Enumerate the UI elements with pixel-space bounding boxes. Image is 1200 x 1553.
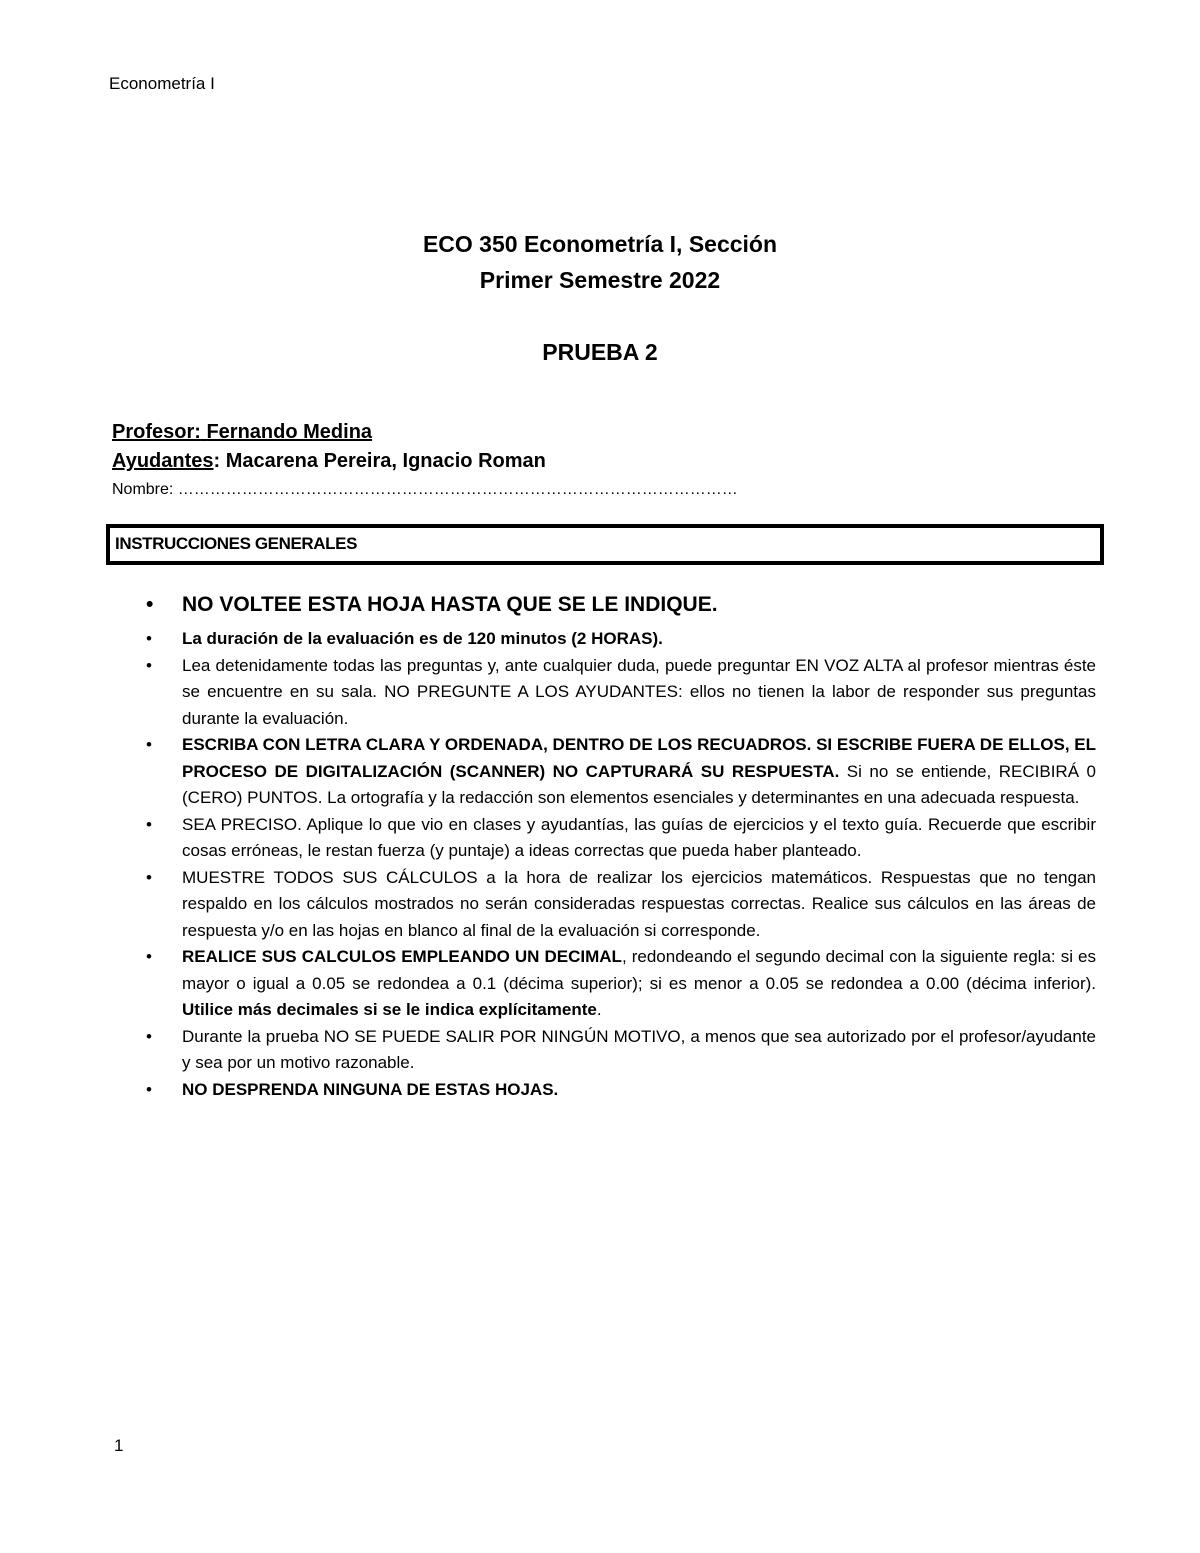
- bullet-icon: •: [146, 867, 152, 887]
- list-item: • MUESTRE TODOS SUS CÁLCULOS a la hora de realizar los ejercicios matemáticos. Respuestas que no tengan respaldo en los cálculos mostrados no serán consideradas respuestas correctas. Realice sus cálculos en las áreas de respuesta y/o en las hojas en blanco al final de la evaluación si corresponde.: [146, 865, 1096, 945]
- page-number: 1: [114, 1436, 124, 1455]
- list-item: • REALICE SUS CALCULOS EMPLEANDO UN DECIMAL, redondeando el segundo decimal con la siguiente regla: si es mayor o igual a 0.05 se redondea a 0.1 (décima superior); si es menor a 0.05 se redondea a 0.00 (décima inferior). Utilice más decimales si se le indica explícitamente.: [146, 944, 1096, 1024]
- list-item: • NO VOLTEE ESTA HOJA HASTA QUE SE LE INDIQUE.: [146, 588, 1096, 622]
- nombre-line: [112, 476, 738, 504]
- bullet-icon: •: [146, 593, 154, 616]
- staff-block: [112, 418, 738, 504]
- ayudantes-line: [112, 447, 738, 476]
- bullet-icon: •: [146, 947, 152, 966]
- instructions-list: [146, 588, 1096, 1103]
- bullet-icon: •: [146, 1026, 152, 1046]
- list-item: • La duración de la evaluación es de 120 minutos (2 HORAS).: [146, 626, 1096, 653]
- nombre-field[interactable]: ……………………………………………………………………………………………: [177, 481, 738, 498]
- list-item: • Lea detenidamente todas las preguntas y, ante cualquier duda, puede preguntar EN VOZ ALTA al profesor mientras éste se encuentre en su sala. NO PREGUNTE A LOS AYUDANTES: ellos no tienen la labor de responder sus preguntas durante la evaluación.: [146, 653, 1096, 733]
- bullet-icon: •: [146, 814, 152, 834]
- profesor-label: Profesor:: [112, 421, 201, 443]
- semester-title: Primer Semestre 2022: [479, 267, 721, 293]
- document-title: [0, 226, 1200, 370]
- list-item: • NO DESPRENDA NINGUNA DE ESTAS HOJAS.: [146, 1077, 1096, 1104]
- profesor-name: Fernando Medina: [206, 421, 373, 443]
- bullet-icon: •: [146, 655, 152, 675]
- bullet-icon: •: [146, 629, 152, 648]
- ayudantes-label: Ayudantes: [112, 450, 214, 472]
- bullet-icon: •: [146, 1079, 152, 1099]
- bullet-icon: •: [146, 735, 152, 754]
- list-item: • Durante la prueba NO SE PUEDE SALIR POR NINGÚN MOTIVO, a menos que sea autorizado por el profesor/ayudante y sea por un motivo razonable.: [146, 1024, 1096, 1077]
- ayudantes-names: : Macarena Pereira, Ignacio Roman: [213, 450, 546, 472]
- list-item: • SEA PRECISO. Aplique lo que vio en clases y ayudantías, las guías de ejercicios y el texto guía. Recuerde que escribir cosas erróneas, le restan fuerza (y puntaje) a ideas correctas que pueda haber planteado.: [146, 812, 1096, 865]
- nombre-label: Nombre:: [112, 481, 178, 498]
- instructions-heading-box: [106, 524, 1104, 565]
- running-header: Econometría I: [109, 74, 215, 93]
- profesor-line: [112, 418, 738, 447]
- exam-title: PRUEBA 2: [542, 339, 658, 365]
- course-title: ECO 350 Econometría I, Sección: [422, 231, 778, 257]
- list-item: • ESCRIBA CON LETRA CLARA Y ORDENADA, DENTRO DE LOS RECUADROS. SI ESCRIBE FUERA DE ELLOS, EL PROCESO DE DIGITALIZACIÓN (SCANNER) NO CAPTURARÁ SU RESPUESTA. Si no se entiende, RECIBIRÁ 0 (CERO) PUNTOS. La ortografía y la redacción son elementos esenciales y determinantes en una adecuada respuesta.: [146, 732, 1096, 812]
- instructions-heading: INSTRUCCIONES GENERALES: [115, 534, 358, 553]
